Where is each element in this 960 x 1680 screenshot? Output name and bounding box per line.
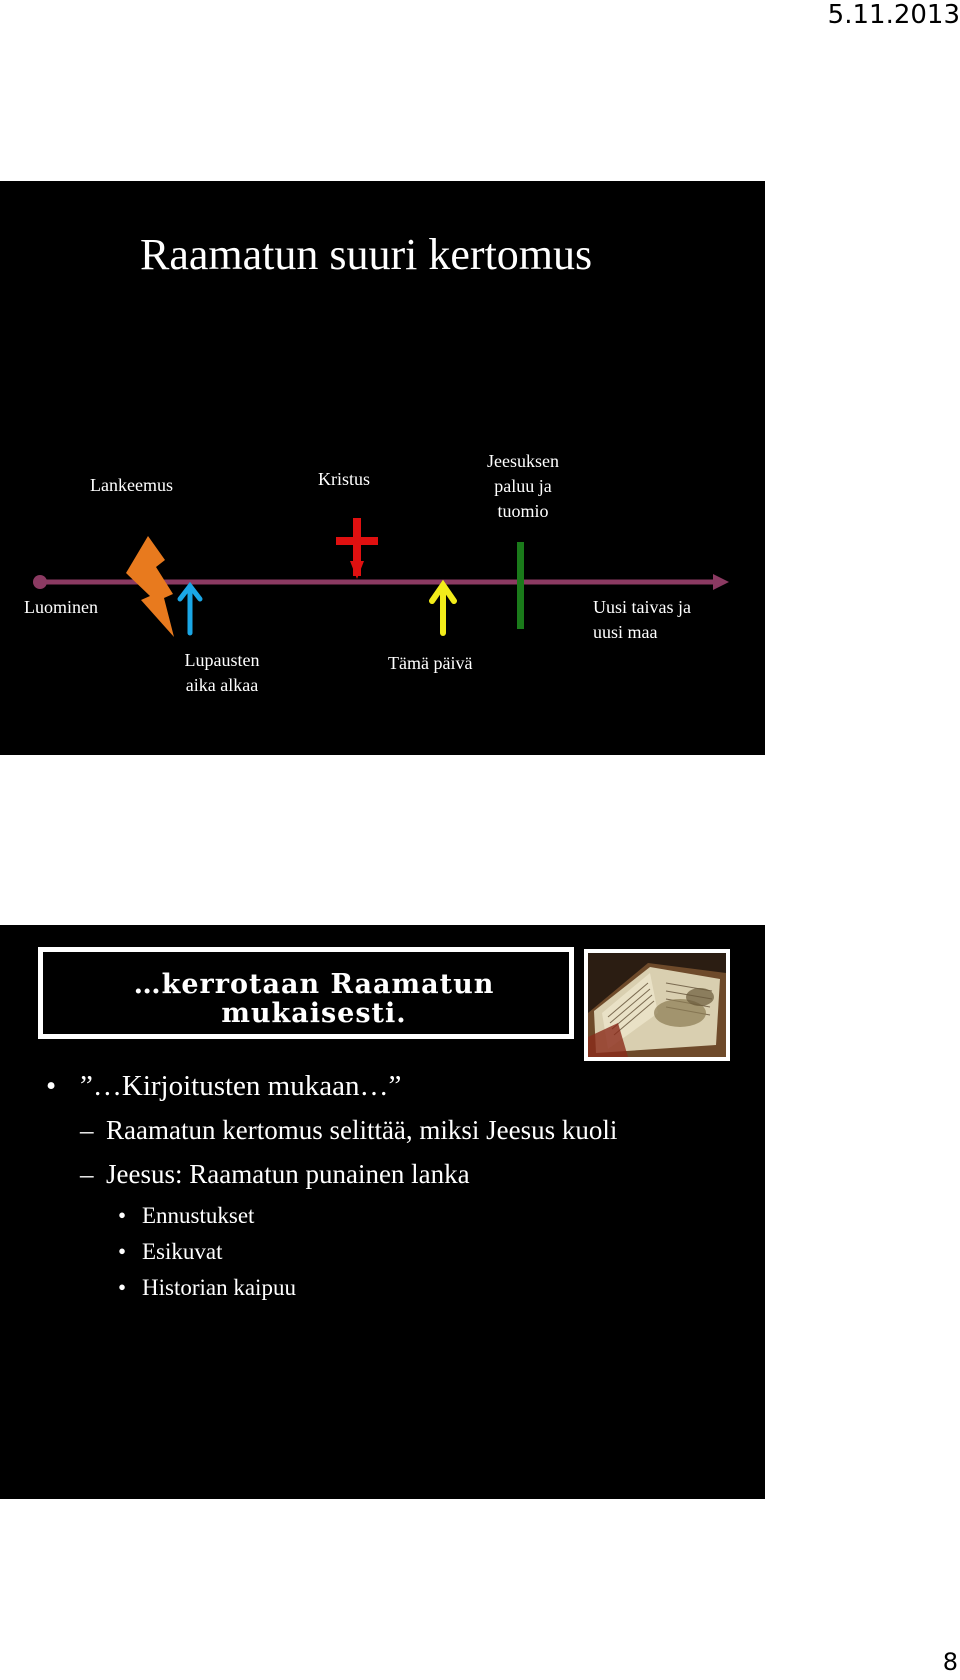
bullet-marker: • [118, 1239, 127, 1264]
bible-photo [584, 949, 730, 1061]
cross-icon [336, 518, 378, 579]
label-uusi-line1: Uusi taivas ja [593, 597, 691, 617]
lightning-icon [126, 536, 174, 637]
label-tama-paiva: Tämä päivä [388, 653, 473, 673]
bullet-kirjoitusten [46, 1070, 401, 1103]
slide-title: Raamatun suuri kertomus [140, 230, 593, 279]
bullet-marker: • [46, 1070, 57, 1102]
slide-timeline [0, 181, 765, 755]
dash-marker: – [80, 1159, 94, 1189]
timeline-arrowhead [713, 574, 729, 590]
label-luominen: Luominen [24, 597, 98, 617]
sub-bullet-punainen-lanka [80, 1159, 470, 1190]
heading-line1: …kerrotaan Raamatun [133, 969, 495, 1000]
sub-sub-bullet [118, 1275, 296, 1301]
slide-scripture [0, 925, 765, 1499]
sub-bullet-text: Jeesus: Raamatun punainen lanka [106, 1159, 470, 1189]
label-kristus: Kristus [318, 469, 371, 489]
today-arrow-icon [432, 585, 454, 633]
label-lankeemus: Lankeemus [90, 475, 173, 495]
sub-sub-bullet-text: Historian kaipuu [142, 1275, 296, 1300]
promise-arrow-icon [180, 586, 200, 633]
heading-box [38, 947, 574, 1039]
label-paluu-line2: paluu ja [494, 476, 552, 496]
label-paluu [476, 449, 570, 524]
sub-bullet-text: Raamatun kertomus selittää, miksi Jeesus kuoli [106, 1115, 618, 1145]
sub-sub-bullet [118, 1239, 223, 1265]
sub-bullet-kertomus [80, 1115, 617, 1146]
label-uusi [593, 595, 691, 645]
label-uusi-line2: uusi maa [593, 622, 658, 642]
dash-marker: – [80, 1115, 94, 1145]
page-date: 5.11.2013 [827, 0, 960, 30]
bullet-text: ”…Kirjoitusten mukaan…” [80, 1070, 402, 1102]
bullet-marker: • [118, 1275, 127, 1300]
timeline-graphic [0, 181, 765, 755]
heading-line2: mukaisesti. [221, 998, 407, 1029]
sub-sub-bullet [118, 1203, 254, 1229]
return-bar-icon [517, 542, 524, 629]
label-paluu-line3: tuomio [497, 501, 549, 521]
open-book-icon [588, 953, 726, 1057]
label-lupausten [172, 648, 272, 698]
label-lupausten-line2: aika alkaa [185, 675, 259, 695]
label-lupausten-line1: Lupausten [184, 650, 260, 670]
sub-sub-bullet-text: Ennustukset [142, 1203, 255, 1228]
sub-sub-bullet-text: Esikuvat [142, 1239, 223, 1264]
bullet-marker: • [118, 1203, 127, 1228]
page-number: 8 [942, 1648, 958, 1676]
slide-heading [67, 970, 561, 1028]
timeline-start-dot [33, 575, 47, 589]
label-paluu-line1: Jeesuksen [487, 451, 559, 471]
